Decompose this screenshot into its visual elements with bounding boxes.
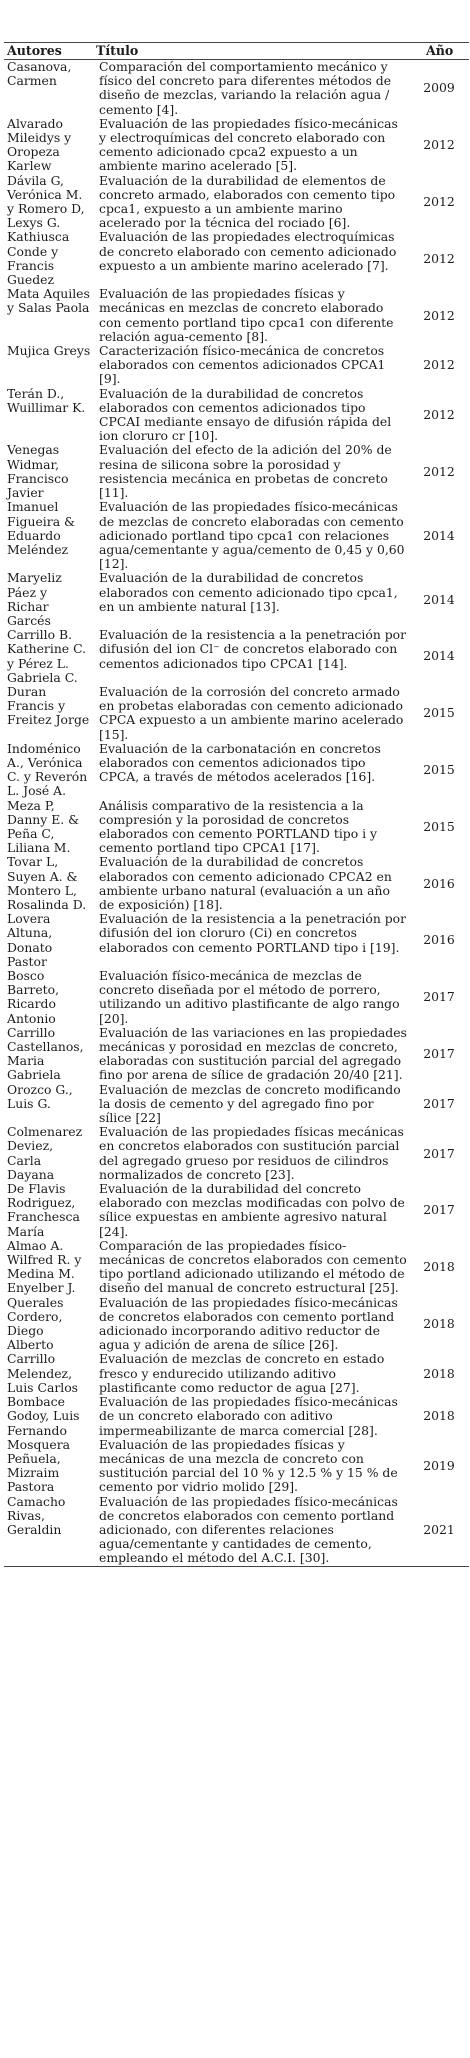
table-row: [4, 1395, 469, 1438]
row-year: 2017: [423, 1095, 455, 1111]
row-year: 2009: [423, 80, 455, 96]
row-author: Carrillo B. Katherine C. y Pérez L. Gabriela C.: [7, 627, 87, 685]
row-year: 2017: [423, 1145, 455, 1161]
row-title: Evaluación de las propiedades físico-mecánicas y electroquímicas del concreto elaborado con cemento adicionado cpca2 expuesto a un ambiente marino acelerado [5].: [99, 115, 398, 174]
row-title: Evaluación de la durabilidad de concretos elaborados con cemento adicionado CPCA2 en ambiente urbano natural (evaluación a un año de exposición) [18].: [99, 854, 392, 912]
row-title: Comparación del comportamiento mecánico y físico del concreto para diferentes métodos de diseño de mezclas, variando la relación agua / cemento [4].: [99, 59, 392, 117]
table-row: [4, 1125, 469, 1182]
table-row: [4, 571, 469, 628]
table-body: [4, 60, 469, 1567]
table-row: [4, 1352, 469, 1395]
row-year: 2017: [423, 1046, 455, 1062]
row-year: 2017: [423, 989, 455, 1005]
table-row: [4, 1026, 469, 1083]
row-title: Evaluación de las propiedades electroquímicas de concreto elaborado con cemento adicionado expuesto a un ambiente marino acelerado [7].: [99, 229, 397, 273]
row-year: 2015: [423, 705, 455, 721]
row-title: Evaluación de la durabilidad de concretos elaborados con cemento adicionado tipo cpca1, en un ambiente natural [13].: [99, 570, 398, 614]
row-title: Análisis comparativo de la resistencia a la compresión y la porosidad de concretos elaborados con cemento PORTLAND tipo i y cemento portland tipo CPCA1 [17].: [99, 797, 378, 856]
row-year: 2019: [423, 1458, 455, 1473]
row-title: Evaluación de la resistencia a la penetración por difusión del ion cloruro (Ci) en concretos elaborados con cemento PORTLAND tipo i [19].: [99, 911, 407, 955]
row-author: Carrillo Melendez, Luis Carlos: [7, 1351, 79, 1395]
row-title: Evaluación de las variaciones en las propiedades mecánicas y porosidad en mezclas de concreto, elaboradas con sustitución parcial del agregado fino por arena de sílice de gradación 20/40 [21].: [99, 1024, 407, 1083]
table-row: [4, 1495, 469, 1567]
row-author: Indoménico A., Verónica C. y Reverón L. José A.: [7, 740, 88, 799]
table-row: [4, 60, 469, 117]
row-author: Lovera Altuna, Donato Pastor: [7, 911, 53, 969]
row-year: 2018: [423, 1365, 455, 1381]
row-title: Evaluación del efecto de la adición del 20% de resina de silicona sobre la porosidad y resistencia mecánica en probetas de concreto [11].: [99, 442, 392, 501]
row-title: Evaluación de las propiedades físicas mecánicas en concretos elaborados con sustitución parcial del agregado grueso por residuos de cilindros normalizados de concreto [23].: [99, 1124, 404, 1182]
row-author: Mata Aquiles y Salas Paola: [7, 286, 90, 316]
header-row: [4, 43, 469, 60]
table-row: [4, 1083, 469, 1126]
table-row: [4, 969, 469, 1026]
row-title: Evaluación de la durabilidad del concreto elaborado con mezclas modificadas con polvo de sílice expuestas en ambiente agresivo natural [24].: [99, 1181, 405, 1239]
thesis-table: [4, 42, 469, 1567]
table-row: [4, 1438, 469, 1495]
row-year: 2014: [423, 527, 455, 543]
row-author: Terán D., Wuillimar K.: [7, 385, 86, 415]
row-year: 2017: [423, 1202, 455, 1218]
row-author: Duran Francis y Freitez Jorge: [7, 683, 90, 728]
row-year: 2012: [423, 137, 455, 153]
row-title: Evaluación físico-mecánica de mezclas de concreto diseñada por el método de porrero, utilizando un aditivo plastificante de algo rango [20].: [99, 968, 400, 1026]
row-author: Maryeliz Páez y Richar Garcés: [7, 570, 62, 628]
row-author: Casanova, Carmen: [7, 59, 72, 89]
row-year: 2012: [423, 406, 455, 422]
header-author: Autores: [4, 43, 93, 60]
row-year: 2012: [423, 193, 455, 209]
row-author: Camacho Rivas, Geraldin: [4, 1495, 93, 1567]
row-title: Evaluación de mezclas de concreto modificando la dosis de cemento y del agregado fino por sílice [22]: [99, 1081, 401, 1126]
row-title: Evaluación de mezclas de concreto en estado fresco y endurecido utilizando aditivo plastificante como reductor de agua [27].: [99, 1351, 385, 1395]
row-year: 2012: [423, 357, 455, 373]
table-row: [4, 344, 469, 387]
row-year: 2016: [423, 875, 455, 891]
table-row: [4, 855, 469, 912]
row-author: Carrillo Castellanos, Maria Gabriela: [7, 1024, 84, 1083]
row-year: 2021: [409, 1495, 469, 1567]
row-year: 2012: [423, 250, 455, 266]
row-year: 2018: [423, 1259, 455, 1275]
row-author: Tovar L, Suyen A. & Montero L, Rosalinda D.: [7, 854, 87, 912]
table-row: [4, 685, 469, 742]
row-title: Evaluación de las propiedades físicas y mecánicas en mezclas de concreto elaborado con cemento portland tipo cpca1 con diferente relación agua-cemento [8].: [99, 286, 394, 344]
row-author: Almao A. Wilfred R. y Medina M. Enyelber J.: [7, 1237, 82, 1296]
row-author: Venegas Widmar, Francisco Javier: [7, 442, 69, 501]
row-year: 2015: [423, 762, 455, 778]
header-year: Año: [409, 43, 469, 60]
row-year: 2018: [423, 1408, 455, 1424]
row-year: 2014: [423, 648, 455, 664]
table-header: [4, 43, 469, 60]
row-author: Imanuel Figueira & Eduardo Meléndez: [7, 499, 76, 557]
table-row: [4, 387, 469, 444]
row-title: Evaluación de las propiedades físicas y mecánicas de una mezcla de concreto con sustitución parcial del 10 % y 12.5 % y 15 % de cemento por vidrio molido [29].: [99, 1436, 398, 1495]
table-row: [4, 174, 469, 231]
table-row: [4, 443, 469, 500]
row-year: 2012: [423, 463, 455, 479]
row-author: Colmenarez Deviez, Carla Dayana: [7, 1124, 83, 1182]
row-title: Evaluación de las propiedades físico-mecánicas de concretos elaborados con cemento portland adicionado incorporando aditivo reductor de agua y adición de arena de sílice [26].: [99, 1294, 398, 1353]
row-year: 2014: [423, 591, 455, 607]
table-row: [4, 628, 469, 685]
row-author: Mujica Greys: [7, 343, 91, 359]
table-row: [4, 287, 469, 344]
row-author: Alvarado Mileidys y Oropeza Karlew: [7, 115, 72, 174]
row-year: 2012: [423, 307, 455, 323]
table-row: [4, 742, 469, 799]
header-title: Título: [93, 43, 409, 60]
row-author: Orozco G., Luis G.: [7, 1081, 73, 1111]
row-title: Comparación de las propiedades físico-mecánicas de concretos elaborados con cemento tipo portland adicionado utilizando el método de diseño del manual de concreto estructural [25].: [99, 1237, 407, 1296]
row-title: Evaluación de la durabilidad de concretos elaborados con cementos adicionados tipo CPCAI mediante ensayo de difusión rápida del ion cloruro cr [10].: [99, 385, 392, 444]
row-title: Evaluación de la carbonatación en concretos elaborados con cementos adicionados tipo CPCA, a través de métodos acelerados [16].: [99, 740, 381, 785]
row-year: 2015: [423, 818, 455, 834]
table-row: [4, 1296, 469, 1353]
row-author: Querales Cordero, Diego Alberto: [7, 1294, 64, 1353]
table-row: [4, 230, 469, 287]
row-title: Caracterización físico-mecánica de concretos elaborados con cementos adicionados CPCA1 [9].: [99, 343, 386, 387]
row-author: Dávila G, Verónica M. y Romero D, Lexys G.: [7, 172, 85, 231]
row-title: Evaluación de la resistencia a la penetración por difusión del ion Cl⁻ de concretos elaborado con cementos adicionados tipo CPCA1 [14].: [99, 627, 407, 671]
row-title: Evaluación de la corrosión del concreto armado en probetas elaboradas con cemento adicionado CPCA expuesto a un ambiente marino acelerado [15].: [99, 683, 404, 742]
row-year: 2016: [423, 932, 455, 948]
row-author: Meza P, Danny E. & Peña C, Liliana M.: [7, 797, 80, 856]
row-title: Evaluación de las propiedades físico-mecánicas de un concreto elaborado con aditivo impermeabilizante de marca comercial [28].: [99, 1394, 398, 1438]
row-author: Bombace Godoy, Luis Fernando: [7, 1394, 80, 1438]
row-author: Mosquera Peñuela, Mizraim Pastora: [7, 1436, 71, 1495]
table-row: [4, 117, 469, 174]
row-author: Bosco Barreto, Ricardo Antonio: [7, 968, 60, 1026]
row-year: 2018: [423, 1315, 455, 1331]
row-title: Evaluación de la durabilidad de elementos de concreto armado, elaborados con cemento tipo cpca1, expuesto a un ambiente marino acelerado por la técnica del rociado [6].: [99, 172, 396, 231]
row-author: Kathiusca Conde y Francis Guedez: [7, 229, 70, 288]
row-author: De Flavis Rodriguez, Franchesca María: [7, 1181, 80, 1239]
table-row: [4, 912, 469, 969]
table-row: [4, 500, 469, 571]
row-title: Evaluación de las propiedades físico-mecánicas de concretos elaborados con cemento portland adicionado, con diferentes relaciones agua/cementante y cantidades de cemento, empleando el método del A.C.I. [30].: [93, 1495, 409, 1567]
table-row: [4, 799, 469, 856]
row-title: Evaluación de las propiedades físico-mecánicas de mezclas de concreto elaboradas con cemento adicionado portland tipo cpca1 con relaciones agua/cementante y agua/cemento de 0,45 y 0,60 [12].: [99, 499, 405, 572]
table-row: [4, 1182, 469, 1239]
table-row: [4, 1239, 469, 1296]
